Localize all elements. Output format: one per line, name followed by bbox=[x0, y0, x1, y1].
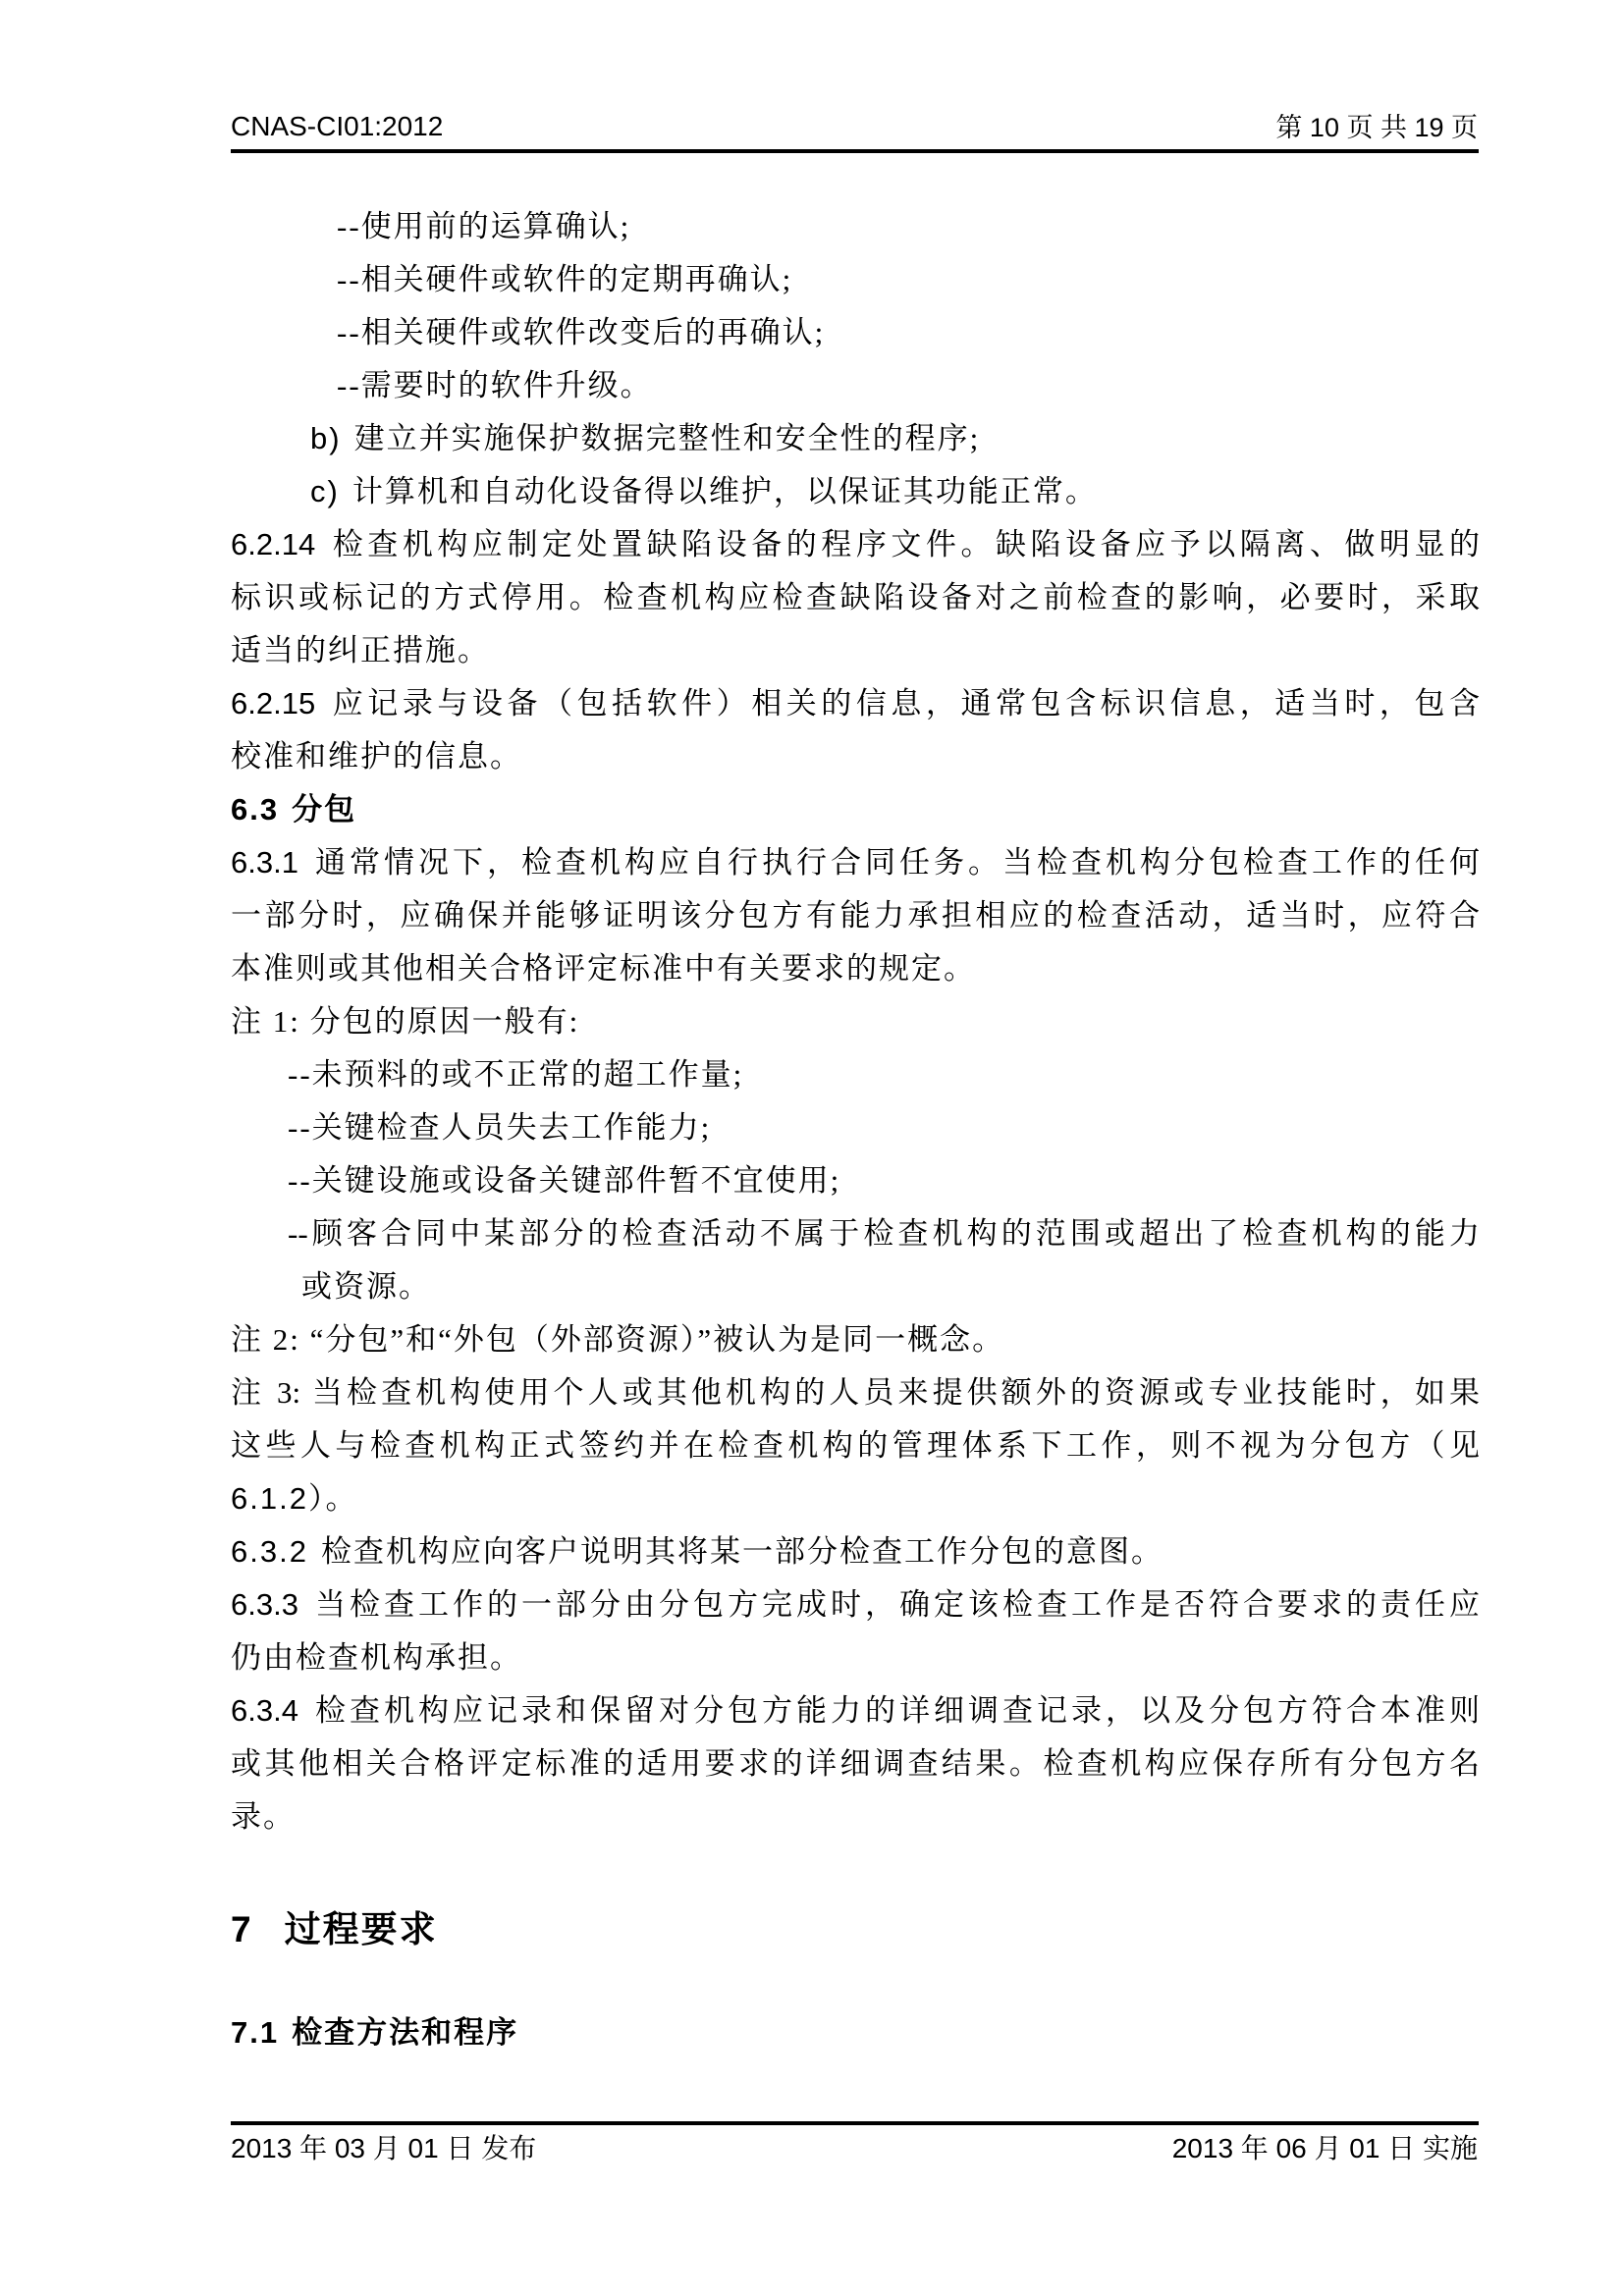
line-text: 或资源。 bbox=[301, 1269, 431, 1304]
clause-number: 7.1 bbox=[231, 2015, 280, 2050]
line-text: 注 2: “分包”和“外包（外部资源）”被认为是同一概念。 bbox=[231, 1322, 1005, 1357]
footer-rule bbox=[231, 2121, 1479, 2125]
footer-implement-date: 2013 年 06 月 01 日 实施 bbox=[1171, 2133, 1478, 2163]
clause-number: 6.3.1 bbox=[231, 845, 298, 880]
text-line bbox=[231, 253, 1480, 306]
text-line bbox=[231, 1419, 1480, 1472]
line-text: 注 1: 分包的原因一般有: bbox=[231, 1004, 580, 1039]
text-line bbox=[231, 889, 1480, 942]
text-line bbox=[231, 1525, 1480, 1578]
text-line bbox=[231, 1578, 1480, 1631]
clause-number: 7 bbox=[231, 1909, 253, 1949]
text-line bbox=[231, 1101, 1480, 1154]
line-text: 应记录与设备（包括软件）相关的信息，通常包含标识信息，适当时，包含 bbox=[328, 686, 1480, 721]
text-line bbox=[231, 783, 1480, 836]
line-text: 过程要求 bbox=[284, 1910, 438, 1950]
line-text: 通常情况下，检查机构应自行执行合同任务。当检查机构分包检查工作的任何 bbox=[310, 845, 1480, 880]
document-body bbox=[231, 200, 1480, 2059]
line-text: 一部分时，应确保并能够证明该分包方有能力承担相应的检查活动，适当时，应符合 bbox=[231, 898, 1480, 933]
line-text: --需要时的软件升级。 bbox=[337, 368, 653, 402]
text-line bbox=[231, 571, 1480, 624]
text-line bbox=[231, 1154, 1480, 1207]
clause-number: c) bbox=[310, 474, 340, 508]
line-text: 检查机构应制定处置缺陷设备的程序文件。缺陷设备应予以隔离、做明显的 bbox=[328, 527, 1480, 561]
line-text: --关键检查人员失去工作能力; bbox=[288, 1110, 712, 1145]
text-line bbox=[231, 1737, 1480, 1790]
line-text: ）。 bbox=[307, 1481, 358, 1516]
text-line bbox=[231, 1048, 1480, 1101]
text-line bbox=[231, 306, 1480, 359]
text-line bbox=[231, 1472, 1480, 1525]
text-line bbox=[231, 2006, 1480, 2059]
text-line bbox=[231, 412, 1480, 465]
line-text: 注 3: 当检查机构使用个人或其他机构的人员来提供额外的资源或专业技能时，如果 bbox=[231, 1375, 1480, 1410]
line-text: 建立并实施保护数据完整性和安全性的程序; bbox=[353, 421, 981, 455]
text-line bbox=[231, 1900, 1480, 1959]
clause-number: 6.3 bbox=[231, 792, 280, 827]
clause-number: 6.1.2 bbox=[231, 1481, 308, 1516]
text-line bbox=[231, 465, 1480, 518]
header-page-number: 第 10 页 共 19 页 bbox=[1275, 113, 1478, 142]
text-line bbox=[231, 359, 1480, 412]
text-line bbox=[231, 1313, 1480, 1366]
line-text: 计算机和自动化设备得以维护，以保证其功能正常。 bbox=[352, 474, 1098, 508]
text-line bbox=[231, 942, 1480, 995]
line-text: --未预料的或不正常的超工作量; bbox=[288, 1057, 744, 1092]
footer-issue-date: 2013 年 03 月 01 日 发布 bbox=[231, 2133, 537, 2163]
text-line bbox=[231, 200, 1480, 253]
text-line bbox=[231, 1260, 1480, 1313]
line-text: 校准和维护的信息。 bbox=[231, 739, 522, 774]
line-text: --关键设施或设备关键部件暂不宜使用; bbox=[288, 1163, 841, 1198]
line-text: 本准则或其他相关合格评定标准中有关要求的规定。 bbox=[231, 951, 976, 986]
text-line bbox=[231, 995, 1480, 1048]
clause-number: 6.3.3 bbox=[231, 1587, 298, 1622]
line-text: 录。 bbox=[231, 1799, 296, 1834]
line-text: 适当的纠正措施。 bbox=[231, 633, 490, 667]
text-line bbox=[231, 1366, 1480, 1419]
line-text: 当检查工作的一部分由分包方完成时，确定该检查工作是否符合要求的责任应 bbox=[310, 1587, 1480, 1622]
header-doc-code: CNAS-CI01:2012 bbox=[231, 111, 444, 141]
line-text: 检查方法和程序 bbox=[292, 2015, 519, 2050]
line-text: 或其他相关合格评定标准的适用要求的详细调查结果。检查机构应保存所有分包方名 bbox=[231, 1746, 1480, 1781]
line-text: --使用前的运算确认; bbox=[337, 209, 631, 243]
line-text: --相关硬件或软件改变后的再确认; bbox=[337, 315, 826, 349]
text-line bbox=[231, 1207, 1480, 1260]
text-line bbox=[231, 836, 1480, 889]
text-line bbox=[231, 624, 1480, 677]
line-text: --相关硬件或软件的定期再确认; bbox=[337, 262, 793, 296]
line-text: 仍由检查机构承担。 bbox=[231, 1640, 522, 1675]
line-text: 分包 bbox=[292, 792, 357, 827]
clause-number: 6.2.14 bbox=[231, 527, 316, 561]
line-text: 标识或标记的方式停用。检查机构应检查缺陷设备对之前检查的影响，必要时，采取 bbox=[231, 580, 1480, 614]
text-line bbox=[231, 518, 1480, 571]
text-line bbox=[231, 1684, 1480, 1737]
clause-number: 6.3.2 bbox=[231, 1534, 308, 1569]
text-line bbox=[231, 730, 1480, 783]
line-text: 这些人与检查机构正式签约并在检查机构的管理体系下工作，则不视为分包方（见 bbox=[231, 1428, 1480, 1463]
header-rule bbox=[231, 149, 1479, 153]
line-text: --顾客合同中某部分的检查活动不属于检查机构的范围或超出了检查机构的能力 bbox=[288, 1216, 1480, 1251]
clause-number: b) bbox=[310, 421, 342, 455]
text-line bbox=[231, 1790, 1480, 1843]
clause-number: 6.2.15 bbox=[231, 686, 316, 721]
text-line bbox=[231, 677, 1480, 730]
line-text: 检查机构应向客户说明其将某一部分检查工作分包的意图。 bbox=[320, 1534, 1163, 1569]
line-text: 检查机构应记录和保留对分包方能力的详细调查记录，以及分包方符合本准则 bbox=[310, 1693, 1480, 1728]
clause-number: 6.3.4 bbox=[231, 1693, 298, 1728]
text-line bbox=[231, 1631, 1480, 1684]
